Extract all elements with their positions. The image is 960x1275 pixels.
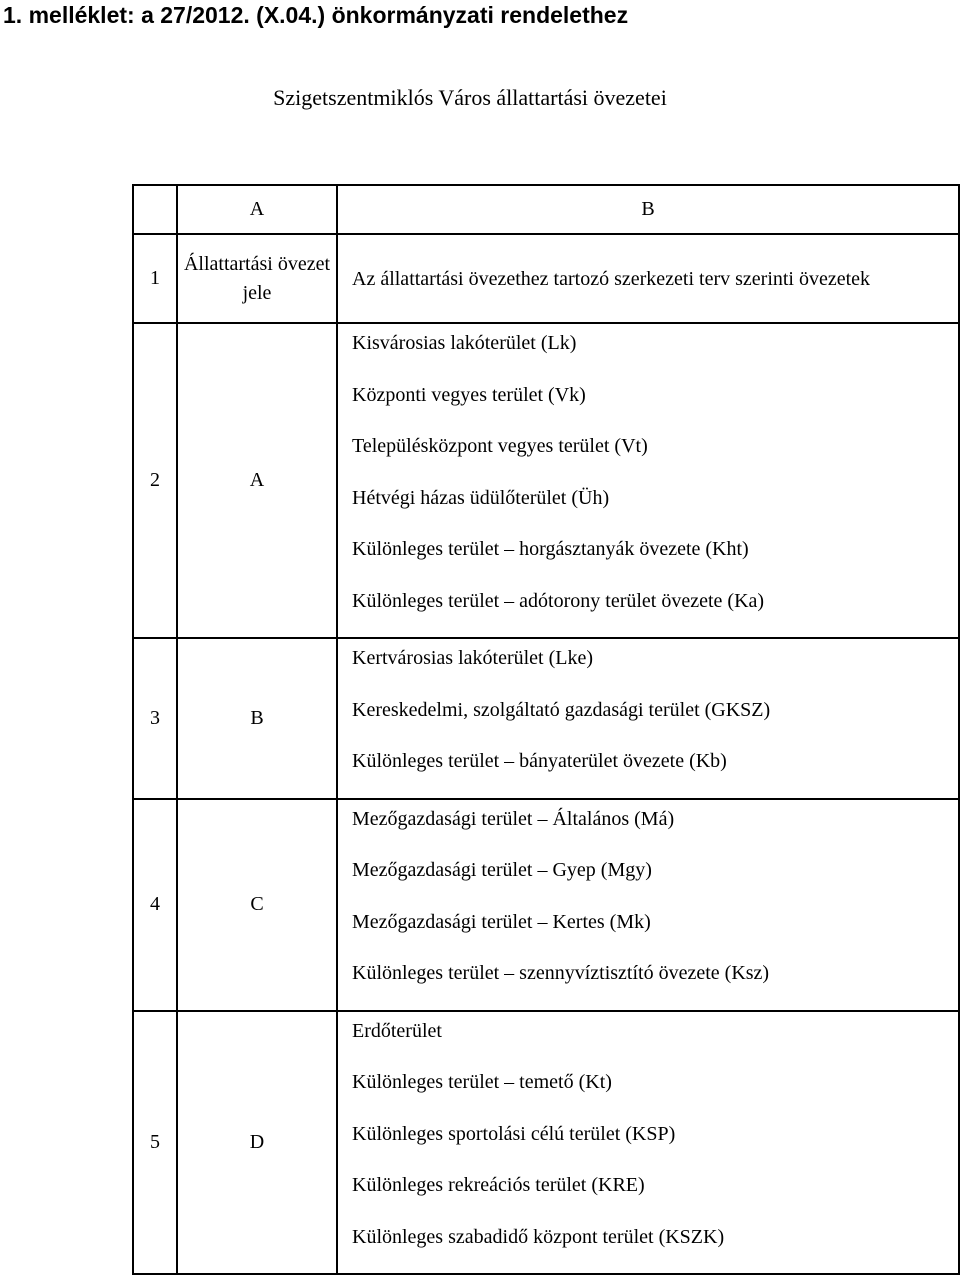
zone-list [352,1012,958,1274]
zone-list-cell [337,799,959,1011]
list-item: Különleges terület – temető (Kt) [352,1071,612,1093]
zone-list-cell [337,323,959,638]
table-header-row [133,234,959,323]
list-item: Településközpont vegyes terület (Vt) [352,435,648,457]
zones-column-label: Az állattartási övezethez tartozó szerkezeti terv szerinti övezetek [337,234,959,323]
zone-table [132,184,960,1275]
list-item: Erdőterület [352,1019,442,1042]
table-row [133,638,959,799]
column-header-number [133,185,177,234]
table-row [133,1011,959,1275]
column-letter-row [133,185,959,234]
list-item: Kereskedelmi, szolgáltató gazdasági terület (GKSZ) [352,698,771,721]
zone-symbol: D [177,1011,337,1275]
list-item: Központi vegyes terület (Vk) [352,383,586,406]
zone-symbol: C [177,799,337,1011]
zone-list-cell [337,638,959,799]
row-number: 1 [133,234,177,323]
zone-list [352,639,958,798]
list-item: Különleges terület – bányaterület övezete (Kb) [352,750,727,772]
table-row [133,323,959,638]
zone-list [352,800,958,1010]
table-row [133,799,959,1011]
list-item: Különleges sportolási célú terület (KSP) [352,1122,676,1145]
list-item: Mezőgazdasági terület – Gyep (Mgy) [352,859,652,881]
list-item: Mezőgazdasági terület – Kertes (Mk) [352,910,651,933]
list-item: Kertvárosias lakóterület (Lke) [352,647,594,669]
row-number: 3 [133,638,177,799]
list-item: Különleges szabadidő központ terület (KSZK) [352,1225,725,1248]
row-number: 2 [133,323,177,638]
symbol-column-label: Állattartási övezet jele [177,234,337,323]
list-item: Hétvégi házas üdülőterület (Üh) [352,486,610,509]
list-item: Mezőgazdasági terület – Általános (Má) [352,807,675,830]
document-subtitle: Szigetszentmiklós Város állattartási övezetei [273,85,667,110]
column-header-a: A [177,185,337,234]
list-item: Különleges terület – adótorony terület övezete (Ka) [352,589,765,612]
row-number: 5 [133,1011,177,1275]
list-item: Különleges terület – horgásztanyák övezete (Kht) [352,538,749,560]
document-heading: 1. melléklet: a 27/2012. (X.04.) önkormányzati rendelethez [3,2,629,28]
row-number: 4 [133,799,177,1011]
zone-symbol: B [177,638,337,799]
zone-symbol: A [177,323,337,638]
list-item: Különleges rekreációs terület (KRE) [352,1174,645,1196]
column-header-b: B [337,185,959,234]
list-item: Különleges terület – szennyvíztisztító övezete (Ksz) [352,962,770,984]
list-item: Kisvárosias lakóterület (Lk) [352,332,577,354]
zone-list-cell [337,1011,959,1275]
zone-list [352,324,958,637]
